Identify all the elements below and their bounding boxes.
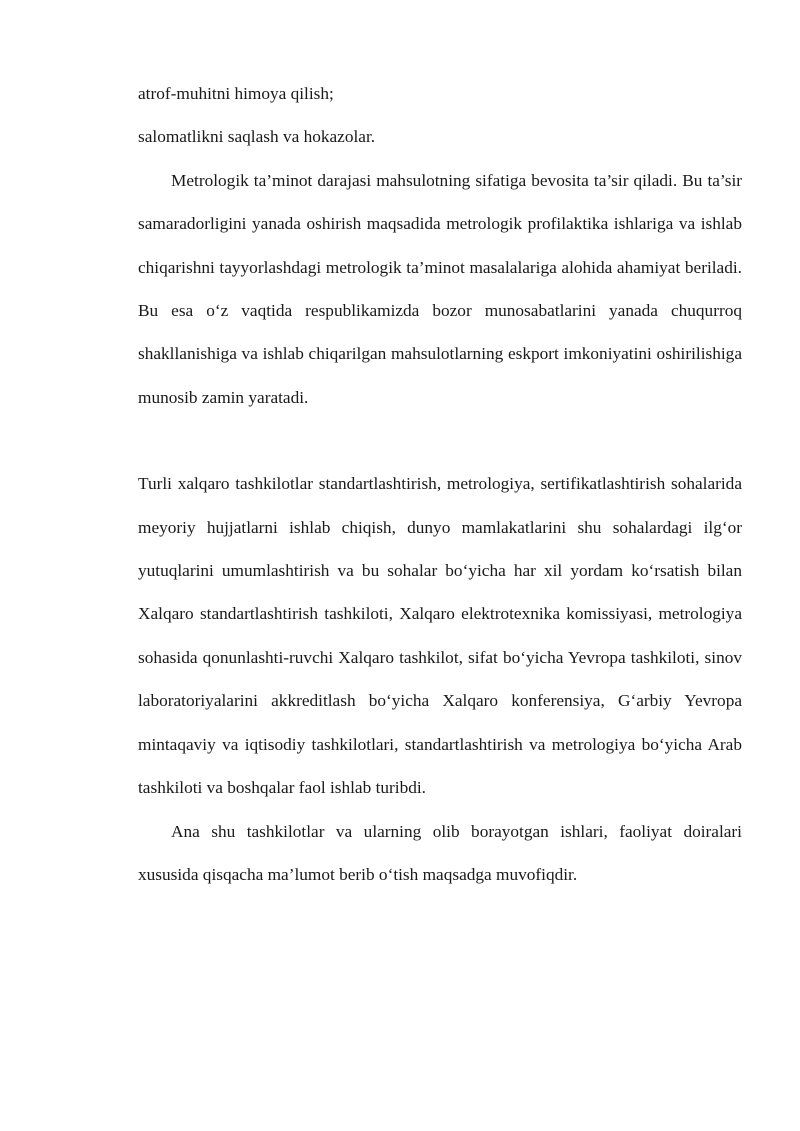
paragraph-metrology-support: Metrologik ta’minot darajasi mahsulotning sifatiga bevosita ta’sir qiladi. Bu ta’sir samaradorligini yanada oshirish maqsadida metrologik profilaktika ishlariga va ishlab chiqarishni tayyorlashdagi metrologik ta’minot masalalariga alohida ahamiyat beriladi. Bu esa o‘z vaqtida respublikamizda bozor munosabatlarini yanada chuqurroq shakllanishiga va ishlab chiqarilgan mahsulotlarning eskport imkoniyatini oshirilishiga munosib zamin yaratadi. — [138, 170, 742, 407]
list-line-environment: atrof-muhitni himoya qilish; — [138, 84, 334, 103]
list-line-health: salomatlikni saqlash va hokazolar. — [138, 127, 376, 147]
document-page — [138, 72, 742, 896]
paragraph-international-organizations: Turli xalqaro tashkilotlar standartlashtirish, metrologiya, sertifikatlashtirish sohalarida meyoriy hujjatlarni ishlab chiqish, dunyo mamlakatlarini shu sohalardagi ilg‘or yutuqlarini umumlashtirish va bu sohalar bo‘yicha har xil yordam ko‘rsatish bilan Xalqaro standartlashtirish tashkiloti, Xalqaro elektrotexnika komissiyasi, metrologiya sohasida qonunlashti-ruvchi Xalqaro tashkilot, sifat bo‘yicha Yevropa tashkiloti, sinov laboratoriyalarini akkreditlash bo‘yicha Xalqaro konferensiya, G‘arbiy Yevropa mintaqaviy va iqtisodiy tashkilotlari, standartlashtirish va metrologiya bo‘yicha Arab tashkiloti va boshqalar faol ishlab turibdi. — [138, 474, 742, 798]
paragraph-spacer — [138, 419, 742, 462]
paragraph-summary: Ana shu tashkilotlar va ularning olib borayotgan ishlari, faoliyat doiralari xususida qisqacha ma’lumot berib o‘tish maqsadga muvofiqdir. — [138, 821, 742, 884]
